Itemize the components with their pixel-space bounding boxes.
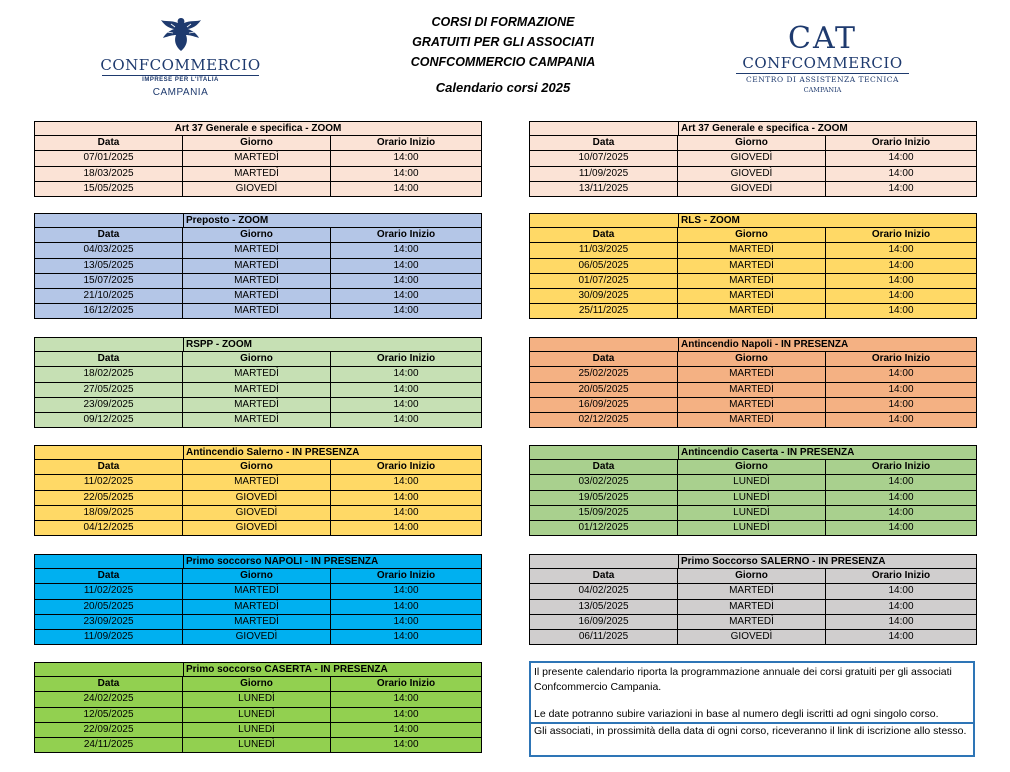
col-header-time: Orario Inizio [871,137,931,149]
day-cell: MARTEDÌ [678,600,826,614]
schedule-anti-napoli [529,337,977,428]
confcommercio-logo [98,14,263,99]
day-cell: MARTEDÌ [678,398,826,412]
title-line-4: Calendario corsi 2025 [435,80,571,95]
date-cell: 13/05/2025 [35,259,183,273]
time-cell: 14:00 [393,738,419,750]
date-cell: 01/12/2025 [530,521,678,535]
time-cell: 14:00 [888,167,914,179]
column-header-row [530,228,976,243]
date-cell: 18/03/2025 [35,167,183,181]
schedule-rls [529,213,977,319]
time-cell: 14:00 [393,398,419,410]
col-header-date: Data [530,136,678,150]
day-cell: LUNEDÌ [183,738,331,752]
schedule-art37-b [529,121,977,197]
col-header-day: Giorno [678,460,826,474]
time-cell: 14:00 [393,693,419,705]
schedule-rspp [34,337,482,428]
logo-right-acronym: CAT [788,21,857,56]
time-cell: 14:00 [393,305,419,317]
day-cell: LUNEDÌ [678,521,826,535]
col-header-time: Orario Inizio [376,678,436,690]
col-header-date: Data [530,228,678,242]
table-row [35,274,481,289]
schedule-title-row [35,554,481,569]
time-cell: 14:00 [393,600,419,612]
time-cell: 14:00 [393,723,419,735]
day-cell: GIOVEDÌ [183,506,331,520]
day-cell: MARTEDÌ [678,383,826,397]
table-row [35,491,481,506]
time-cell: 14:00 [393,244,419,256]
day-cell: MARTEDÌ [183,584,331,598]
schedule-title-row [35,121,481,136]
column-header-row [530,352,976,367]
day-cell: MARTEDÌ [183,289,331,303]
time-cell: 14:00 [888,368,914,380]
table-row [530,398,976,413]
col-header-date: Data [530,352,678,366]
logo-right-sub: CENTRO DI ASSISTENZA TECNICA [746,75,899,84]
date-cell: 20/05/2025 [35,600,183,614]
col-header-time: Orario Inizio [376,570,436,582]
table-row [35,708,481,723]
table-row [530,367,976,382]
time-cell: 14:00 [888,521,914,533]
day-cell: MARTEDÌ [183,475,331,489]
schedule-title-row [35,445,481,460]
time-cell: 14:00 [888,152,914,164]
table-row [530,600,976,615]
col-header-day: Giorno [183,352,331,366]
time-cell: 14:00 [393,506,419,518]
table-row [35,723,481,738]
day-cell: MARTEDÌ [678,274,826,288]
schedule-anti-caserta [529,445,977,536]
day-cell: MARTEDÌ [678,615,826,629]
time-cell: 14:00 [393,708,419,720]
time-cell: 14:00 [888,259,914,271]
title-line-2: GRATUITI PER GLI ASSOCIATI [412,35,594,49]
date-cell: 16/09/2025 [530,398,678,412]
table-row [35,738,481,753]
date-cell: 22/05/2025 [35,491,183,505]
title-line-3: CONFCOMMERCIO CAMPANIA [410,55,596,69]
col-header-time: Orario Inizio [871,353,931,365]
schedule-title-row [530,121,976,136]
schedule-title: RLS - ZOOM [678,214,976,227]
schedule-title: Antincendio Napoli - IN PRESENZA [678,338,976,351]
logo-right-region: CAMPANIA [803,86,842,94]
table-row [35,304,481,319]
day-cell: LUNEDÌ [183,723,331,737]
date-cell: 25/11/2025 [530,304,678,318]
date-cell: 03/02/2025 [530,475,678,489]
table-row [35,383,481,398]
table-row [530,413,976,428]
time-cell: 14:00 [888,615,914,627]
col-header-date: Data [35,352,183,366]
table-row [35,289,481,304]
day-cell: MARTEDÌ [183,151,331,165]
col-header-time: Orario Inizio [376,137,436,149]
table-row [35,367,481,382]
col-header-day: Giorno [183,569,331,583]
date-cell: 18/02/2025 [35,367,183,381]
table-row [35,521,481,536]
table-row [530,151,976,166]
time-cell: 14:00 [888,383,914,395]
schedule-title-row [530,337,976,352]
col-header-day: Giorno [678,352,826,366]
time-cell: 14:00 [393,152,419,164]
day-cell: MARTEDÌ [183,398,331,412]
logo-left-name: CONFCOMMERCIO [100,56,261,74]
schedule-title-row [35,213,481,228]
date-cell: 04/12/2025 [35,521,183,535]
time-cell: 14:00 [393,259,419,271]
table-row [35,615,481,630]
col-header-date: Data [35,569,183,583]
date-cell: 06/11/2025 [530,630,678,644]
time-cell: 14:00 [393,615,419,627]
col-header-day: Giorno [678,136,826,150]
table-row [35,413,481,428]
col-header-date: Data [530,569,678,583]
logo-left-sub: IMPRESE PER L'ITALIA [142,77,219,83]
note-paragraph-1: Il presente calendario riporta la programmazione annuale dei corsi gratuiti per gli associati Confcommercio Campania. [534,666,952,693]
table-row [530,630,976,645]
page-title [360,12,646,98]
date-cell: 27/05/2025 [35,383,183,397]
schedule-title: Preposto - ZOOM [183,214,481,227]
schedule-ps-salerno [529,554,977,645]
date-cell: 11/09/2025 [35,630,183,644]
day-cell: MARTEDÌ [678,259,826,273]
date-cell: 13/05/2025 [530,600,678,614]
date-cell: 16/09/2025 [530,615,678,629]
table-row [35,167,481,182]
date-cell: 07/01/2025 [35,151,183,165]
col-header-date: Data [35,136,183,150]
date-cell: 11/02/2025 [35,584,183,598]
time-cell: 14:00 [393,274,419,286]
logo-left-region: CAMPANIA [152,87,209,98]
time-cell: 14:00 [888,244,914,256]
col-header-day: Giorno [183,677,331,691]
col-header-date: Data [35,677,183,691]
time-cell: 14:00 [888,476,914,488]
info-note [529,661,975,757]
table-row [530,506,976,521]
day-cell: LUNEDÌ [678,506,826,520]
time-cell: 14:00 [393,585,419,597]
time-cell: 14:00 [888,289,914,301]
day-cell: MARTEDÌ [183,367,331,381]
day-cell: LUNEDÌ [678,475,826,489]
day-cell: LUNEDÌ [183,692,331,706]
time-cell: 14:00 [393,413,419,425]
date-cell: 15/07/2025 [35,274,183,288]
date-cell: 21/10/2025 [35,289,183,303]
date-cell: 24/11/2025 [35,738,183,752]
schedule-title-row [530,445,976,460]
schedule-preposto [34,213,482,319]
table-row [35,151,481,166]
day-cell: MARTEDÌ [183,383,331,397]
cat-logo [730,21,915,104]
day-cell: MARTEDÌ [678,304,826,318]
time-cell: 14:00 [888,413,914,425]
day-cell: MARTEDÌ [678,584,826,598]
schedule-title: Art 37 Generale e specifica - ZOOM [174,123,342,134]
column-header-row [35,460,481,475]
col-header-date: Data [35,460,183,474]
eagle-icon [159,14,203,54]
col-header-time: Orario Inizio [871,570,931,582]
table-row [530,383,976,398]
day-cell: MARTEDÌ [678,367,826,381]
time-cell: 14:00 [888,305,914,317]
day-cell: GIOVEDÌ [183,521,331,535]
table-row [530,182,976,197]
table-row [530,615,976,630]
time-cell: 14:00 [393,491,419,503]
col-header-day: Giorno [183,228,331,242]
column-header-row [35,228,481,243]
table-row [35,182,481,197]
day-cell: GIOVEDÌ [678,630,826,644]
schedule-title: Primo soccorso NAPOLI - IN PRESENZA [183,555,481,568]
schedule-art37-a [34,121,482,197]
day-cell: LUNEDÌ [183,708,331,722]
date-cell: 22/09/2025 [35,723,183,737]
time-cell: 14:00 [888,398,914,410]
date-cell: 12/05/2025 [35,708,183,722]
table-row [530,167,976,182]
table-row [530,584,976,599]
date-cell: 25/02/2025 [530,367,678,381]
day-cell: MARTEDÌ [183,413,331,427]
date-cell: 30/09/2025 [530,289,678,303]
col-header-day: Giorno [678,569,826,583]
time-cell: 14:00 [393,383,419,395]
col-header-time: Orario Inizio [376,229,436,241]
date-cell: 23/09/2025 [35,615,183,629]
day-cell: MARTEDÌ [183,304,331,318]
day-cell: MARTEDÌ [183,274,331,288]
time-cell: 14:00 [888,585,914,597]
col-header-day: Giorno [183,136,331,150]
day-cell: GIOVEDÌ [183,182,331,196]
time-cell: 14:00 [888,182,914,194]
day-cell: GIOVEDÌ [183,491,331,505]
schedule-title: Primo Soccorso SALERNO - IN PRESENZA [678,555,976,568]
note-paragraph-2: Le date potranno subire variazioni in base al numero degli iscritti ad ogni singolo corso. [534,708,939,720]
date-cell: 20/05/2025 [530,383,678,397]
date-cell: 04/03/2025 [35,243,183,257]
col-header-day: Giorno [183,460,331,474]
time-cell: 14:00 [888,506,914,518]
schedule-ps-caserta [34,662,482,753]
day-cell: MARTEDÌ [678,243,826,257]
day-cell: GIOVEDÌ [678,151,826,165]
table-row [35,475,481,490]
note-paragraph-3: Gli associati, in prossimità della data di ogni corso, riceveranno il link di iscrizione allo stesso. [531,722,973,739]
table-row [35,584,481,599]
time-cell: 14:00 [393,368,419,380]
schedule-title: Art 37 Generale e specifica - ZOOM [678,122,976,135]
table-row [35,259,481,274]
date-cell: 11/09/2025 [530,167,678,181]
schedule-anti-salerno [34,445,482,536]
table-row [530,304,976,319]
title-line-1: CORSI DI FORMAZIONE [431,15,575,29]
table-row [530,475,976,490]
day-cell: MARTEDÌ [183,167,331,181]
schedule-title-row [35,337,481,352]
col-header-date: Data [530,460,678,474]
col-header-time: Orario Inizio [871,461,931,473]
table-row [530,274,976,289]
date-cell: 04/02/2025 [530,584,678,598]
time-cell: 14:00 [888,491,914,503]
table-row [35,692,481,707]
date-cell: 16/12/2025 [35,304,183,318]
table-row [35,630,481,645]
day-cell: GIOVEDÌ [678,167,826,181]
schedule-title: Antincendio Salerno - IN PRESENZA [183,446,481,459]
table-row [35,600,481,615]
day-cell: LUNEDÌ [678,491,826,505]
date-cell: 15/09/2025 [530,506,678,520]
page-header [0,0,1010,110]
date-cell: 02/12/2025 [530,413,678,427]
col-header-time: Orario Inizio [376,353,436,365]
time-cell: 14:00 [888,274,914,286]
col-header-day: Giorno [678,228,826,242]
table-row [35,506,481,521]
table-row [530,491,976,506]
column-header-row [35,136,481,151]
schedule-ps-napoli [34,554,482,645]
time-cell: 14:00 [888,600,914,612]
column-header-row [530,136,976,151]
day-cell: MARTEDÌ [183,243,331,257]
day-cell: MARTEDÌ [678,413,826,427]
time-cell: 14:00 [393,289,419,301]
column-header-row [35,677,481,692]
col-header-date: Data [35,228,183,242]
schedule-title-row [530,554,976,569]
column-header-row [35,569,481,584]
date-cell: 11/03/2025 [530,243,678,257]
day-cell: MARTEDÌ [183,600,331,614]
col-header-time: Orario Inizio [376,461,436,473]
time-cell: 14:00 [393,521,419,533]
time-cell: 14:00 [888,630,914,642]
date-cell: 13/11/2025 [530,182,678,196]
day-cell: GIOVEDÌ [678,182,826,196]
table-row [530,289,976,304]
date-cell: 23/09/2025 [35,398,183,412]
day-cell: GIOVEDÌ [183,630,331,644]
time-cell: 14:00 [393,476,419,488]
date-cell: 06/05/2025 [530,259,678,273]
day-cell: MARTEDÌ [183,615,331,629]
table-row [35,398,481,413]
time-cell: 14:00 [393,182,419,194]
date-cell: 18/09/2025 [35,506,183,520]
date-cell: 10/07/2025 [530,151,678,165]
table-row [530,259,976,274]
table-row [530,521,976,536]
schedule-title: RSPP - ZOOM [183,338,481,351]
time-cell: 14:00 [393,630,419,642]
date-cell: 19/05/2025 [530,491,678,505]
day-cell: MARTEDÌ [183,259,331,273]
logo-right-name: CONFCOMMERCIO [742,54,903,72]
date-cell: 24/02/2025 [35,692,183,706]
schedule-title: Primo soccorso CASERTA - IN PRESENZA [183,663,481,676]
schedule-title-row [35,662,481,677]
col-header-time: Orario Inizio [871,229,931,241]
schedule-title-row [530,213,976,228]
date-cell: 01/07/2025 [530,274,678,288]
schedule-title: Antincendio Caserta - IN PRESENZA [678,446,976,459]
column-header-row [530,460,976,475]
column-header-row [530,569,976,584]
date-cell: 09/12/2025 [35,413,183,427]
table-row [35,243,481,258]
date-cell: 15/05/2025 [35,182,183,196]
table-row [530,243,976,258]
time-cell: 14:00 [393,167,419,179]
date-cell: 11/02/2025 [35,475,183,489]
column-header-row [35,352,481,367]
day-cell: MARTEDÌ [678,289,826,303]
